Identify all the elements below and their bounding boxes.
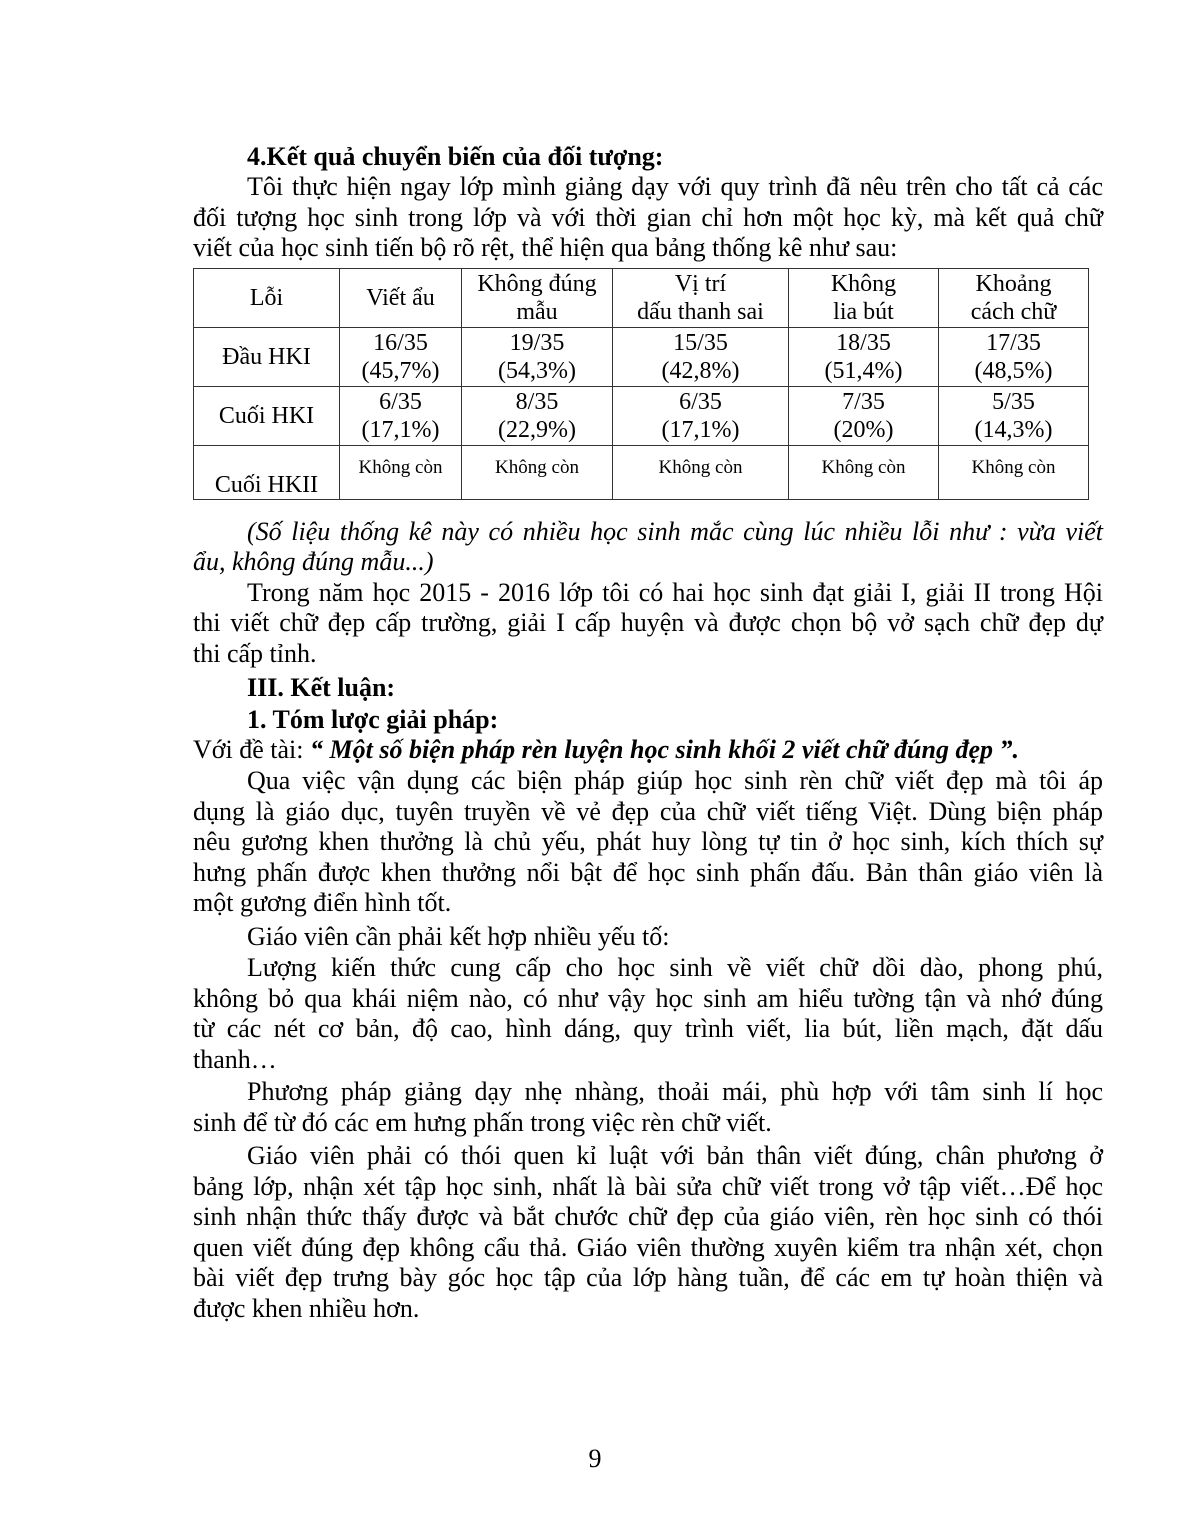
cell-count: 5/35	[992, 389, 1035, 415]
note-line: ẩu, không đúng mẫu...)	[193, 547, 434, 576]
cell-count: 6/35	[679, 389, 722, 415]
table-cell: Không còn	[613, 446, 789, 500]
paragraph-line: Phương pháp giảng dạy nhẹ nhàng, thoải mái, phù hợp với tâm sinh lí học	[247, 1077, 1103, 1106]
header-text: Không đúng	[477, 271, 597, 297]
table-cell	[939, 387, 1089, 446]
table-cell	[340, 328, 462, 387]
cell-count: 6/35	[379, 389, 422, 415]
paragraph-line: được khen nhiều hơn.	[193, 1294, 420, 1323]
table-row	[194, 446, 1089, 500]
table-row	[194, 328, 1089, 387]
paragraph-line: bài viết đẹp trưng bày góc học tập của lớp hàng tuần, để các em tự hoàn thiện và	[193, 1263, 1103, 1292]
topic-prefix: Với đề tài:	[193, 735, 310, 764]
table-cell: Không còn	[789, 446, 939, 500]
header-text: cách chữ	[970, 299, 1057, 325]
paragraph-line: bảng lớp, nhận xét tập học sinh, nhất là bài sửa chữ viết trong vở tập viết…Để học	[193, 1172, 1103, 1201]
paragraph-line: không bỏ qua khái niệm nào, có như vậy học sinh am hiểu tường tận và nhớ đúng	[193, 984, 1103, 1013]
table-cell	[613, 328, 789, 387]
cell-percent: (17,1%)	[361, 417, 440, 443]
paragraph-line: Tôi thực hiện ngay lớp mình giảng dạy với quy trình đã nêu trên cho tất cả các	[247, 172, 1103, 201]
cell-percent: (14,3%)	[974, 417, 1053, 443]
header-text: mẫu	[516, 299, 558, 325]
table-row	[194, 387, 1089, 446]
header-text: Viết ẩu	[366, 285, 435, 311]
header-text: Lỗi	[249, 285, 284, 311]
paragraph-line: Trong năm học 2015 - 2016 lớp tôi có hai học sinh đạt giải I, giải II trong Hội	[247, 578, 1103, 607]
table-cell	[462, 387, 613, 446]
header-text: Vị trí	[674, 271, 727, 297]
table-cell	[613, 387, 789, 446]
header-text: Khoảng	[975, 271, 1052, 297]
header-cell-pen-lift	[789, 269, 939, 328]
cell-count: 16/35	[373, 330, 428, 356]
paragraph-line: dụng là giáo dục, tuyên truyền về vẻ đẹp của chữ viết tiếng Việt. Dùng biện pháp	[193, 797, 1103, 826]
paragraph-line: quen viết đúng đẹp không cẩu thả. Giáo viên thường xuyên kiểm tra nhận xét, chọn	[193, 1233, 1103, 1262]
topic-title: “ Một số biện pháp rèn luyện học sinh khối 2 viết chữ đúng đẹp ”.	[310, 735, 1019, 764]
subheading-summary: 1. Tóm lược giải pháp:	[247, 705, 499, 734]
header-cell-wrong-form	[462, 269, 613, 328]
paragraph-line: thanh…	[193, 1045, 277, 1074]
cell-percent: (51,4%)	[824, 358, 903, 384]
section-heading-results: 4.Kết quả chuyển biến của đối tượng:	[247, 142, 664, 171]
paragraph-line: đối tượng học sinh trong lớp và với thời gian chỉ hơn một học kỳ, mà kết quả chữ	[193, 203, 1103, 232]
paragraph-line: nêu gương khen thưởng là chủ yếu, phát huy lòng tự tin ở học sinh, kích thích sự	[193, 827, 1103, 856]
paragraph-line: sinh để từ đó các em hưng phấn trong việc rèn chữ viết.	[193, 1108, 772, 1137]
table-cell: Không còn	[939, 446, 1089, 500]
table-cell	[340, 387, 462, 446]
topic-line	[193, 735, 1103, 765]
header-text: dấu thanh sai	[637, 299, 764, 325]
table-cell	[939, 328, 1089, 387]
paragraph-line: viết của học sinh tiến bộ rõ rệt, thể hiện qua bảng thống kê như sau:	[193, 233, 898, 262]
paragraph-line: thi cấp tỉnh.	[193, 639, 317, 668]
cell-percent: (20%)	[833, 417, 894, 443]
cell-count: 19/35	[509, 330, 565, 356]
note-line: (Số liệu thống kê này có nhiều học sinh mắc cùng lúc nhiều lỗi như : vừa viết	[247, 517, 1103, 546]
error-statistics-table	[193, 268, 1089, 500]
row-label: Đầu HKI	[194, 328, 340, 387]
paragraph-line: Qua việc vận dụng các biện pháp giúp học sinh rèn chữ viết đẹp mà tôi áp	[247, 766, 1103, 795]
cell-percent: (48,5%)	[974, 358, 1053, 384]
paragraph-line: từ các nét cơ bản, độ cao, hình dáng, quy trình viết, lia bút, liền mạch, đặt dấu	[193, 1014, 1103, 1043]
page-number: 9	[588, 1444, 602, 1473]
header-cell-spacing	[939, 269, 1089, 328]
header-text: lia bút	[833, 299, 894, 325]
paragraph-line: Giáo viên cần phải kết hợp nhiều yếu tố:	[247, 922, 670, 951]
header-cell-careless	[340, 269, 462, 328]
cell-percent: (42,8%)	[661, 358, 740, 384]
paragraph-line: hưng phấn được khen thưởng nổi bật để học sinh phấn đấu. Bản thân giáo viên là	[193, 858, 1103, 887]
row-label: Cuối HKII	[194, 446, 340, 500]
cell-count: 7/35	[842, 389, 885, 415]
cell-percent: (45,7%)	[361, 358, 440, 384]
section-heading-conclusion: III. Kết luận:	[247, 673, 396, 702]
header-text: Không	[830, 271, 897, 297]
table-cell	[462, 328, 613, 387]
cell-count: 18/35	[836, 330, 891, 356]
header-cell-error	[194, 269, 340, 328]
cell-percent: (22,9%)	[498, 417, 576, 443]
cell-count: 17/35	[986, 330, 1041, 356]
table-cell: Không còn	[462, 446, 613, 500]
paragraph-line: một gương điển hình tốt.	[193, 888, 452, 917]
paragraph-line: thi viết chữ đẹp cấp trường, giải I cấp huyện và được chọn bộ vở sạch chữ đẹp dự	[193, 608, 1103, 637]
paragraph-line: sinh nhận thức thấy được và bắt chước chữ đẹp của giáo viên, rèn học sinh có thói	[193, 1202, 1103, 1231]
table-cell: Không còn	[340, 446, 462, 500]
cell-count: 8/35	[515, 389, 559, 415]
table-cell	[789, 387, 939, 446]
row-label: Cuối HKI	[194, 387, 340, 446]
cell-percent: (54,3%)	[498, 358, 576, 384]
table-header-row	[194, 269, 1089, 328]
header-cell-tone-mark	[613, 269, 789, 328]
cell-count: 15/35	[673, 330, 728, 356]
paragraph-line: Lượng kiến thức cung cấp cho học sinh về viết chữ dồi dào, phong phú,	[247, 953, 1103, 982]
cell-percent: (17,1%)	[661, 417, 740, 443]
table-cell	[789, 328, 939, 387]
paragraph-line: Giáo viên phải có thói quen kỉ luật với bản thân viết đúng, chân phương ở	[247, 1141, 1103, 1170]
